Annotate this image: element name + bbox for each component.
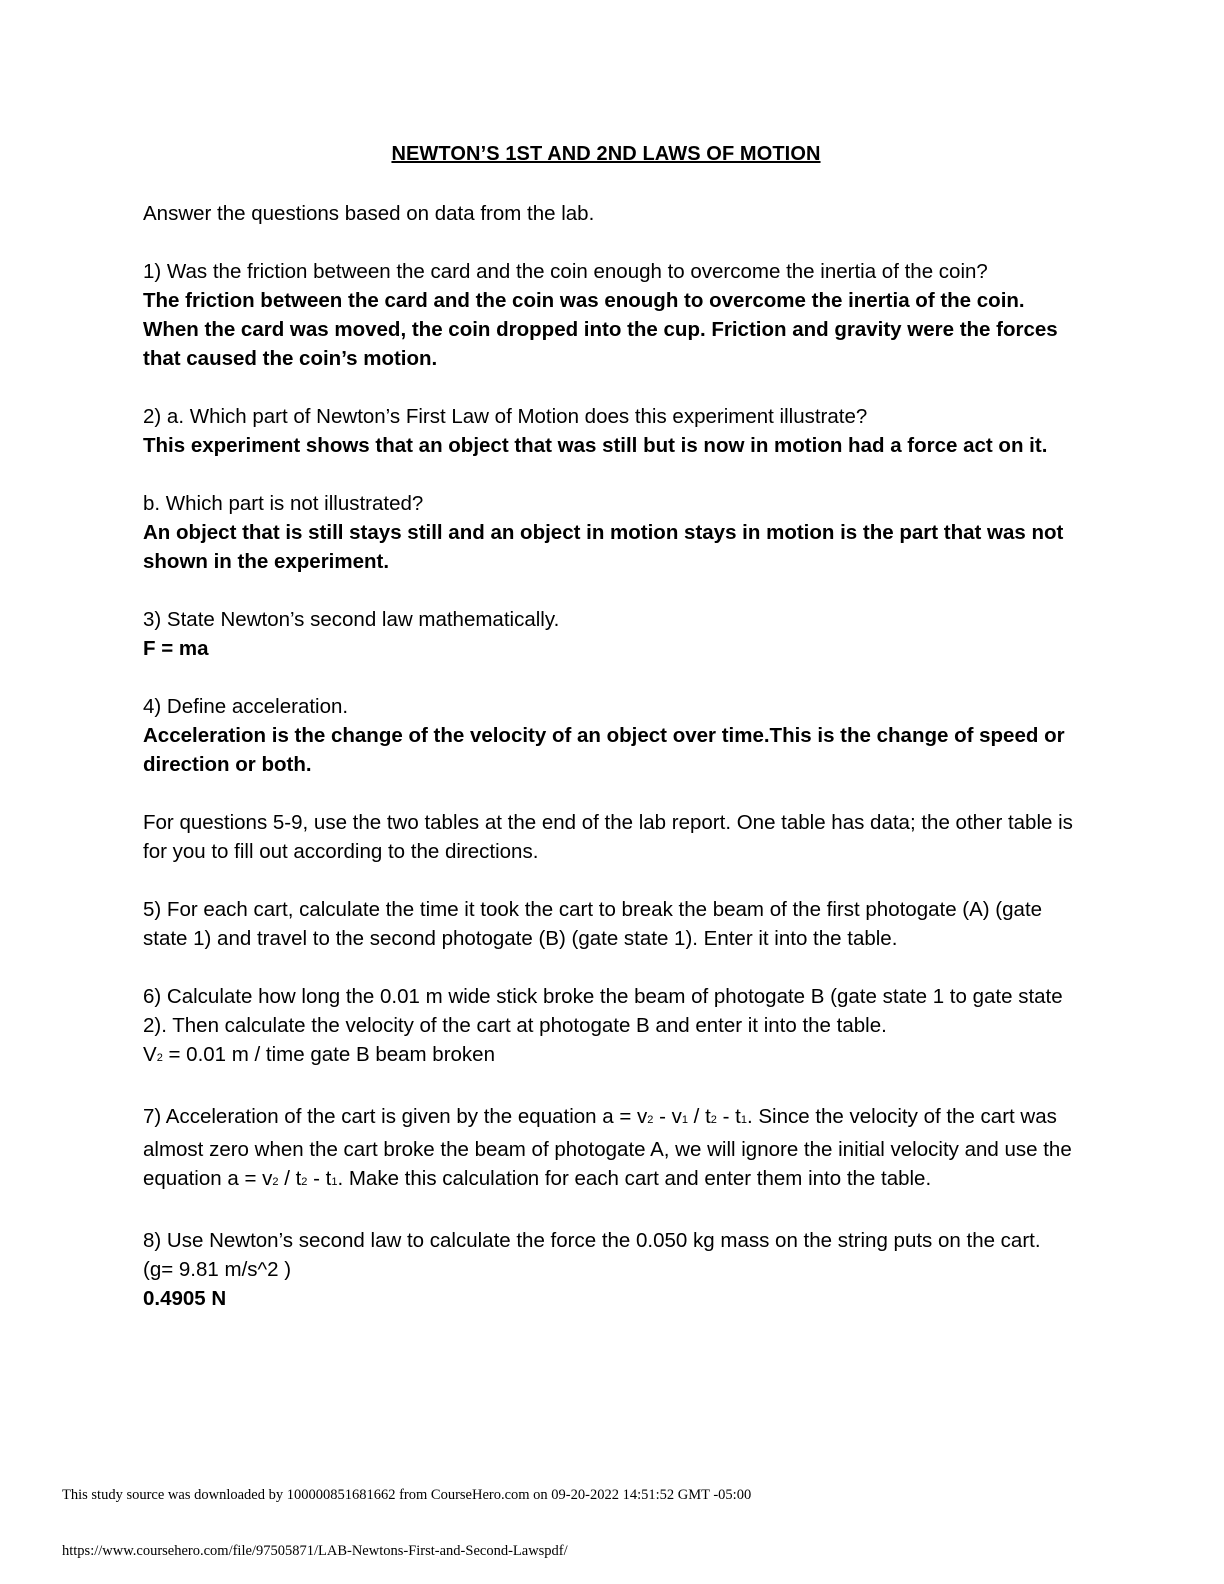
- download-note: This study source was downloaded by 100000851681662 from CourseHero.com on 09-20-2022 14:51:52 GMT -05:00: [62, 1487, 752, 1503]
- question-3: 3) State Newton’s second law mathematically.: [143, 608, 560, 631]
- velocity-formula: V2 = 0.01 m / time gate B beam broken: [143, 1043, 495, 1066]
- question-2b: b. Which part is not illustrated?: [143, 492, 424, 515]
- intro-text: Answer the questions based on data from the lab.: [143, 202, 595, 225]
- page-title: NEWTON’S 1ST AND 2ND LAWS OF MOTION: [391, 143, 821, 165]
- question-2a-block: [143, 402, 1073, 460]
- answer-3: F = ma: [143, 637, 209, 660]
- question-5: 5) For each cart, calculate the time it took the cart to break the beam of the first photogate (A) (gate state 1) and travel to the second photogate (B) (gate state 1). Enter it into the table.: [143, 898, 1043, 950]
- question-1: 1) Was the friction between the card and the coin enough to overcome the inertia of the coin?: [143, 260, 988, 283]
- answer-4: Acceleration is the change of the velocity of an object over time.This is the change of speed or direction or both.: [143, 724, 1065, 776]
- answer-2b: An object that is still stays still and an object in motion stays in motion is the part that was not shown in the experiment.: [143, 521, 1064, 573]
- source-url[interactable]: https://www.coursehero.com/file/97505871/LAB-Newtons-First-and-Second-Lawspdf/: [62, 1543, 568, 1559]
- instructions-text: For questions 5-9, use the two tables at the end of the lab report. One table has data; the other table is for you to fill out according to the directions.: [143, 811, 1073, 863]
- question-6-block: [143, 982, 1073, 1073]
- question-8: 8) Use Newton’s second law to calculate the force the 0.050 kg mass on the string puts on the cart. (g= 9.81 m/s^2 ): [143, 1229, 1041, 1281]
- question-6: 6) Calculate how long the 0.01 m wide stick broke the beam of photogate B (gate state 1 to gate state 2). Then calculate the velocity of the cart at photogate B and enter it into the table.: [143, 985, 1063, 1037]
- answer-2a: This experiment shows that an object that was still but is now in motion had a force act on it.: [143, 434, 1048, 457]
- document-body: [143, 199, 1073, 1342]
- question-7: 7) Acceleration of the cart is given by the equation a = v2 - v1 / t2 - t1. Since the velocity of the cart was almost zero when the cart broke the beam of photogate A, we will ignore the initial velocity and use the equation a = v2 / t2 - t1. Make this calculation for each cart and enter them into the table.: [143, 1105, 1072, 1190]
- question-4-block: [143, 692, 1073, 779]
- question-2b-block: [143, 489, 1073, 576]
- question-1-block: [143, 257, 1073, 373]
- question-3-block: [143, 605, 1073, 663]
- question-4: 4) Define acceleration.: [143, 695, 349, 718]
- question-8-block: [143, 1226, 1073, 1313]
- answer-8: 0.4905 N: [143, 1287, 227, 1310]
- answer-1: The friction between the card and the coin was enough to overcome the inertia of the coin. When the card was moved, the coin dropped into the cup. Friction and gravity were the forces that caused the coin’s motion.: [143, 289, 1058, 370]
- question-2a: 2) a. Which part of Newton’s First Law of Motion does this experiment illustrate?: [143, 405, 868, 428]
